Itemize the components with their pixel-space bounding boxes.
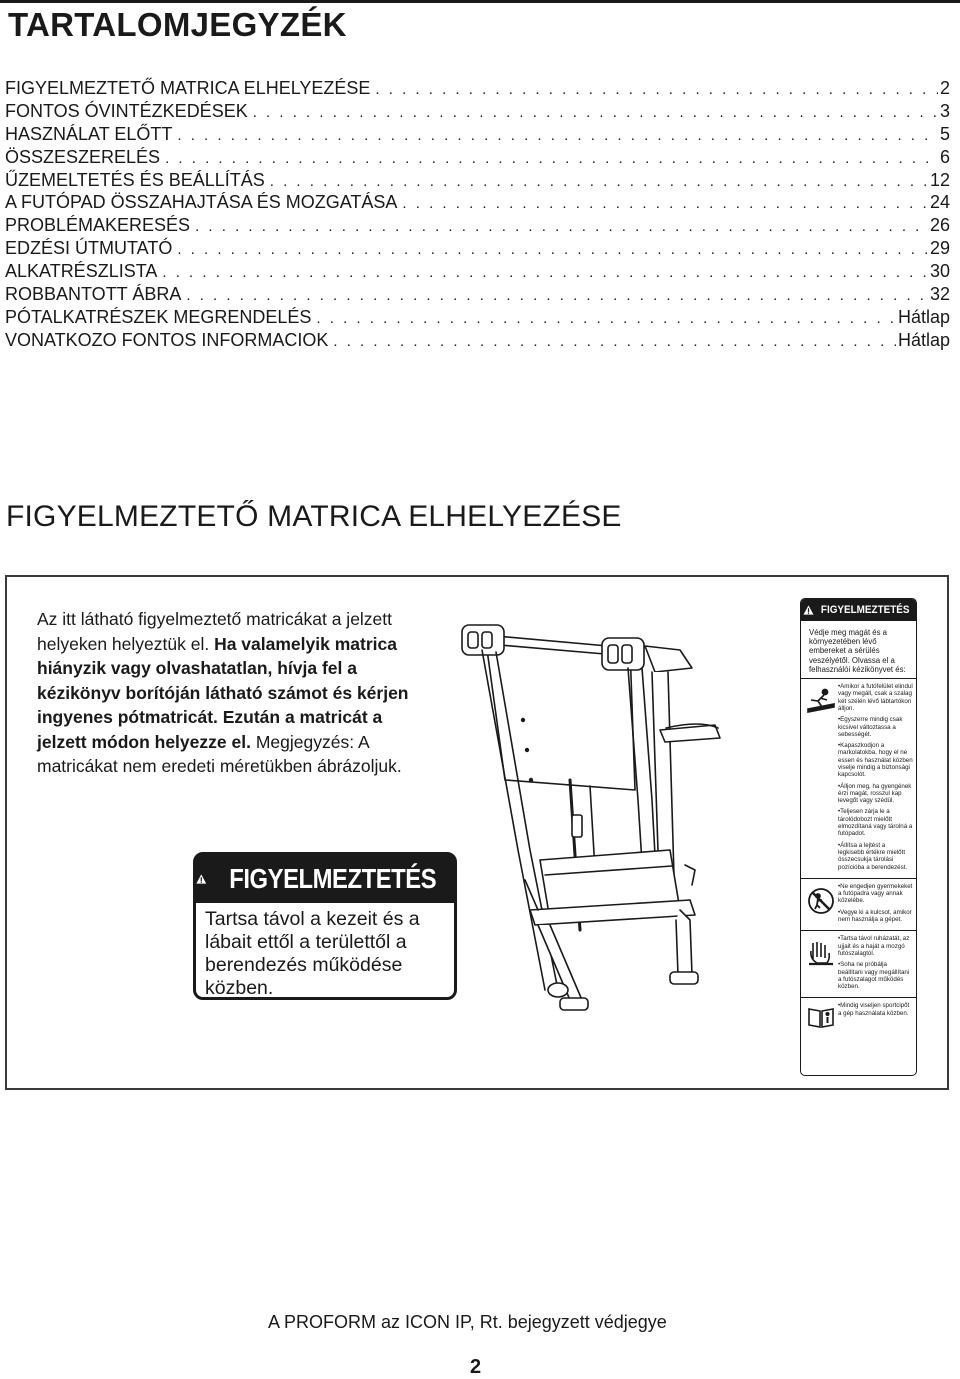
- decal-item: •Tartsa távol ruházatát, az ujjait és a haját a mozgó futószalagtól.: [838, 935, 910, 957]
- toc-leader-dots: [177, 241, 928, 258]
- treadmill-illustration: [430, 610, 790, 1080]
- toc-entry-label: PROBLÉMAKERESÉS: [5, 215, 191, 236]
- decal-group-shoes: [801, 997, 916, 1031]
- toc-entry-label: PÓTALKATRÉSZEK MEGRENDELÉS: [5, 306, 312, 327]
- decal-header: [196, 855, 454, 903]
- toc-entry[interactable]: [5, 330, 950, 353]
- decal-group-children: [801, 878, 916, 930]
- decal-item: •Ne engedjen gyermekeket a futópadra vagy annak közelébe.: [838, 882, 913, 905]
- toc-entry-page: 2: [939, 78, 950, 98]
- general-warning-decal: [800, 598, 917, 1076]
- decal-lead-text: Védje meg magát és a környezetében lévő embereket a sérülés veszélyétől. Olvassa el a felhasználói kézikönyvet és:: [809, 628, 906, 674]
- toc-entry-label: ÖSSZESZERELÉS: [5, 146, 161, 167]
- toc-leader-dots: [162, 264, 928, 281]
- toc-entry-label: A FUTÓPAD ÖSSZAHAJTÁSA ÉS MOZGATÁSA: [5, 192, 398, 213]
- warning-triangle-icon: [196, 865, 207, 893]
- toc-entry[interactable]: [5, 261, 950, 284]
- toc-entry-page: 6: [939, 146, 950, 167]
- section-title: FIGYELMEZTETŐ MATRICA ELHELYEZÉSE: [6, 500, 622, 533]
- decal-item: •Egyszerre mindig csak kicsivel változtassa a sebességét.: [838, 716, 903, 738]
- toc-leader-dots: [177, 127, 938, 144]
- decal-message: Tartsa távol a kezeit és a lábait ettől a területtől a berendezés működése közben.: [205, 908, 420, 999]
- toc-entry[interactable]: [5, 192, 950, 215]
- toc-entry-label: EDZÉSI ÚTMUTATÓ: [5, 238, 173, 259]
- toc-entry-page: Hátlap: [897, 306, 950, 327]
- toc-title: TARTALOMJEGYZÉK: [8, 6, 347, 43]
- decal-item: •Amikor a futófelület elindul vagy megáll, csak a szalag két szélén lévő lábtartókon álljon.: [838, 683, 913, 712]
- intro-text: Az itt látható figyelmeztető matricákat a jelzett helyeken helyeztük el.: [37, 609, 393, 654]
- toc-entry[interactable]: [5, 215, 950, 238]
- toc-entry-label: ŰZEMELTETÉS ÉS BEÁLLÍTÁS: [5, 169, 265, 190]
- toc-entry[interactable]: [5, 78, 950, 101]
- toc-entry-page: 29: [929, 238, 950, 259]
- toc-leader-dots: [316, 310, 896, 327]
- read-manual-icon: [807, 1006, 835, 1028]
- toc-entry-label: VONATKOZO FONTOS INFORMACIOK: [5, 329, 329, 350]
- toc-entry[interactable]: [5, 124, 950, 147]
- toc-entry-page: 12: [929, 169, 950, 190]
- toc-entry-label: FONTOS ÓVINTÉZKEDÉSEK: [5, 100, 248, 121]
- toc-entry-page: 3: [939, 100, 950, 121]
- toc-leader-dots: [195, 218, 928, 235]
- decal-group-running: [801, 678, 916, 878]
- toc-leader-dots: [375, 81, 938, 98]
- toc-leader-dots: [186, 287, 928, 304]
- toc-leader-dots: [253, 104, 938, 121]
- toc-entry[interactable]: [5, 170, 950, 193]
- toc-entry-page: 30: [929, 261, 950, 282]
- toc-leader-dots: [402, 195, 928, 212]
- toc-entry-label: FIGYELMEZTETŐ MATRICA ELHELYEZÉSE: [5, 78, 371, 98]
- falling-person-icon: [807, 687, 835, 713]
- decal-item: •Vegye ki a kulcsot, amikor nem használja a gépet.: [838, 908, 912, 924]
- toc-leader-dots: [333, 333, 896, 350]
- hand-entrapment-icon: [807, 939, 835, 967]
- toc-entry-label: HASZNÁLAT ELŐTT: [5, 123, 173, 144]
- page-number: 2: [470, 1356, 482, 1378]
- toc-leader-dots: [270, 173, 928, 190]
- toc-leader-dots: [165, 150, 938, 167]
- decal-heading: FIGYELMEZTETÉS: [820, 604, 910, 616]
- table-of-contents: [5, 78, 950, 353]
- intro-emphasis: Ha valamelyik matrica hiányzik vagy olvashatatlan, hívja fel a kézikönyv borítóján látható számot és kérjen ingyenes pótmatricát. Ezután a matricát a jelzett módon helyezze el.: [37, 633, 409, 752]
- decal-header: [801, 599, 916, 621]
- decal-heading: FIGYELMEZTETÉS: [228, 863, 436, 894]
- hand-foot-warning-decal: [193, 852, 457, 1000]
- toc-entry[interactable]: [5, 307, 950, 330]
- trademark-notice: A PROFORM az ICON IP, Rt. bejegyzett védjegye: [268, 1312, 667, 1332]
- toc-entry-page: 26: [929, 215, 950, 236]
- intro-note: Megjegyzés: A matricákat nem eredeti méretükben ábrázoljuk.: [37, 731, 402, 776]
- decal-item: •Soha ne próbálja beállítani vagy megállítani a futószalagot működés közben.: [838, 961, 910, 991]
- no-children-icon: [807, 887, 835, 915]
- decal-item: •Állítsa a lejtést a legkisebb értékre mielőtt összecsukja tárolási pozícióba a berendezést.: [838, 841, 908, 871]
- toc-entry-label: ROBBANTOTT ÁBRA: [5, 284, 182, 305]
- toc-entry[interactable]: [5, 101, 950, 124]
- toc-entry-page: 32: [929, 284, 950, 305]
- warning-triangle-icon: [803, 605, 814, 615]
- toc-entry[interactable]: [5, 284, 950, 307]
- toc-entry[interactable]: [5, 147, 950, 170]
- toc-entry[interactable]: [5, 238, 950, 261]
- toc-entry-page: Hátlap: [897, 329, 950, 350]
- decal-group-belt: [801, 930, 916, 997]
- intro-paragraph: [37, 607, 427, 779]
- decal-item: •Álljon meg, ha gyengének érzi magát, rosszul kap levegőt vagy szédül.: [838, 782, 912, 805]
- header-rule: [0, 0, 960, 3]
- decal-item: •Mindig viseljen sportcipőt a gép használata közben.: [838, 1002, 910, 1017]
- toc-entry-page: 24: [929, 192, 950, 213]
- toc-entry-label: ALKATRÉSZLISTA: [5, 261, 158, 282]
- decal-item: •Teljesen zárja le a tárolódobozt mielőtt elmozdítaná vagy tárolná a futópadot.: [838, 808, 913, 838]
- toc-entry-page: 5: [939, 123, 950, 144]
- decal-item: •Kapaszkodjon a markolatokba, hogy el ne essen és használat közben viselje mindig a biztonsági kapcsolót.: [838, 742, 913, 779]
